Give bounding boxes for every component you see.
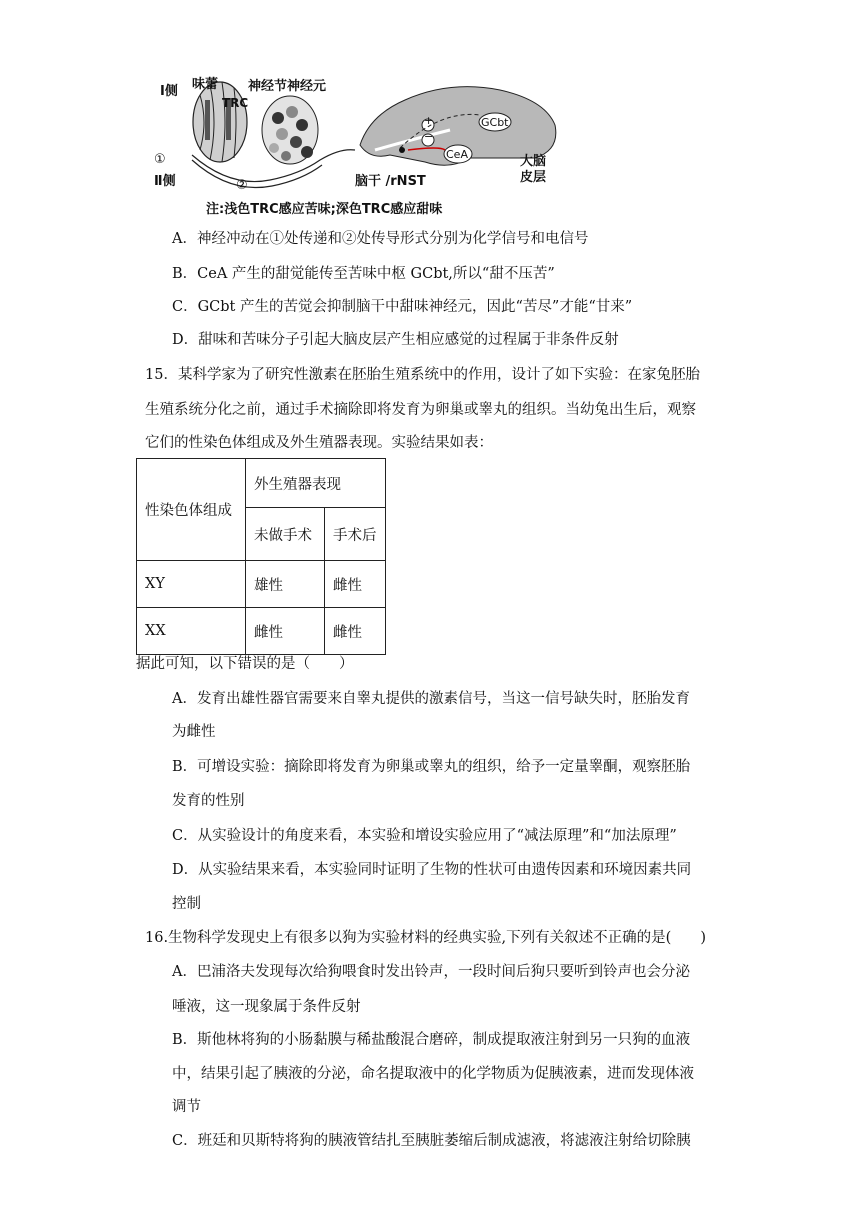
q15-option-a-line-1: A．发育出雄性器官需要来自睾丸提供的激素信号，当这一信号缺失时，胚胎发育 bbox=[172, 691, 690, 707]
q14-option-d: D．甜味和苦味分子引起大脑皮层产生相应感觉的过程属于非条件反射 bbox=[172, 332, 619, 348]
table-cell-chromosome: XX bbox=[137, 608, 246, 655]
label-cortex-1: 大脑 bbox=[520, 154, 547, 169]
q14-option-a: A．神经冲动在①处传递和②处传导形式分别为化学信号和电信号 bbox=[172, 231, 589, 247]
q15-option-a-line-2: 为雌性 bbox=[172, 724, 216, 740]
label-side-2: Ⅱ侧 bbox=[154, 174, 176, 189]
label-taste-bud: 味蕾 bbox=[192, 77, 219, 92]
q16-option-b-line-1: B．斯他林将狗的小肠黏膜与稀盐酸混合磨碎，制成提取液注射到另一只狗的血液 bbox=[172, 1032, 691, 1048]
label-cea: CeA bbox=[446, 148, 468, 161]
label-brainstem: 脑干 /rNST bbox=[355, 174, 426, 189]
table-header-after-surgery: 手术后 bbox=[325, 508, 386, 561]
table-row bbox=[137, 608, 386, 655]
q15-option-c: C．从实验设计的角度来看，本实验和增设实验应用了“减法原理”和“加法原理” bbox=[172, 828, 677, 844]
figure-note: 注:浅色TRC感应苦味;深色TRC感应甜味 bbox=[206, 202, 443, 217]
q16-option-b-line-3: 调节 bbox=[172, 1099, 201, 1115]
table-cell-after: 雌性 bbox=[325, 608, 386, 655]
label-side-1: Ⅰ侧 bbox=[160, 84, 178, 99]
label-gcbt: GCbt bbox=[481, 116, 509, 129]
label-circle-1: ① bbox=[154, 152, 166, 167]
table-cell-chromosome: XY bbox=[137, 561, 246, 608]
label-plus: + bbox=[424, 114, 434, 127]
table-row bbox=[137, 561, 386, 608]
q14-option-c: C．GCbt 产生的苦觉会抑制脑干中甜味神经元，因此“苦尽”才能“甘来” bbox=[172, 299, 633, 315]
q16-option-a-line-1: A．巴浦洛夫发现每次给狗喂食时发出铃声，一段时间后狗只要听到铃声也会分泌 bbox=[172, 964, 690, 980]
q15-option-d-line-1: D．从实验结果来看，本实验同时证明了生物的性状可由遗传因素和环境因素共同 bbox=[172, 862, 692, 878]
q15-option-b-line-1: B．可增设实验：摘除即将发育为卵巢或睾丸的组织，给予一定量睾酮，观察胚胎 bbox=[172, 759, 691, 775]
q15-stem-line-1: 15．某科学家为了研究性激素在胚胎生殖系统中的作用，设计了如下实验：在家兔胚胎 bbox=[145, 367, 700, 383]
label-ganglion: 神经节神经元 bbox=[248, 79, 327, 94]
q16-stem: 16.生物科学发现史上有很多以狗为实验材料的经典实验,下列有关叙述不正确的是( ) bbox=[145, 930, 706, 946]
table-cell-after: 雌性 bbox=[325, 561, 386, 608]
label-circle-2: ② bbox=[236, 178, 248, 193]
q15-option-b-line-2: 发育的性别 bbox=[172, 793, 245, 809]
q14-option-b: B．CeA 产生的甜觉能传至苦味中枢 GCbt,所以“甜不压苦” bbox=[172, 266, 555, 282]
q16-option-a-line-2: 唾液，这一现象属于条件反射 bbox=[172, 999, 361, 1015]
label-trc: TRC bbox=[222, 96, 249, 110]
table-cell-before: 雌性 bbox=[246, 608, 325, 655]
table-header-no-surgery: 未做手术 bbox=[246, 508, 325, 561]
results-table bbox=[136, 458, 386, 655]
table-cell-before: 雄性 bbox=[246, 561, 325, 608]
q16-option-c-line-1: C．班廷和贝斯特将狗的胰液管结扎至胰脏萎缩后制成滤液，将滤液注射给切除胰 bbox=[172, 1133, 691, 1149]
q15-option-d-line-2: 控制 bbox=[172, 896, 201, 912]
q15-question: 据此可知，以下错误的是（ ） bbox=[136, 656, 354, 672]
q15-stem-line-3: 它们的性染色体组成及外生殖器表现。实验结果如表： bbox=[145, 435, 493, 451]
label-minus: − bbox=[424, 130, 434, 143]
table-header-chromosome: 性染色体组成 bbox=[137, 459, 246, 561]
label-cortex-2: 皮层 bbox=[520, 170, 547, 185]
q15-stem-line-2: 生殖系统分化之前，通过手术摘除即将发育为卵巢或睾丸的组织。当幼兔出生后，观察 bbox=[145, 402, 696, 418]
table-header-genitalia: 外生殖器表现 bbox=[246, 459, 386, 508]
taste-pathway-figure bbox=[150, 70, 570, 220]
q16-option-b-line-2: 中，结果引起了胰液的分泌，命名提取液中的化学物质为促胰液素，进而发现体液 bbox=[172, 1066, 694, 1082]
